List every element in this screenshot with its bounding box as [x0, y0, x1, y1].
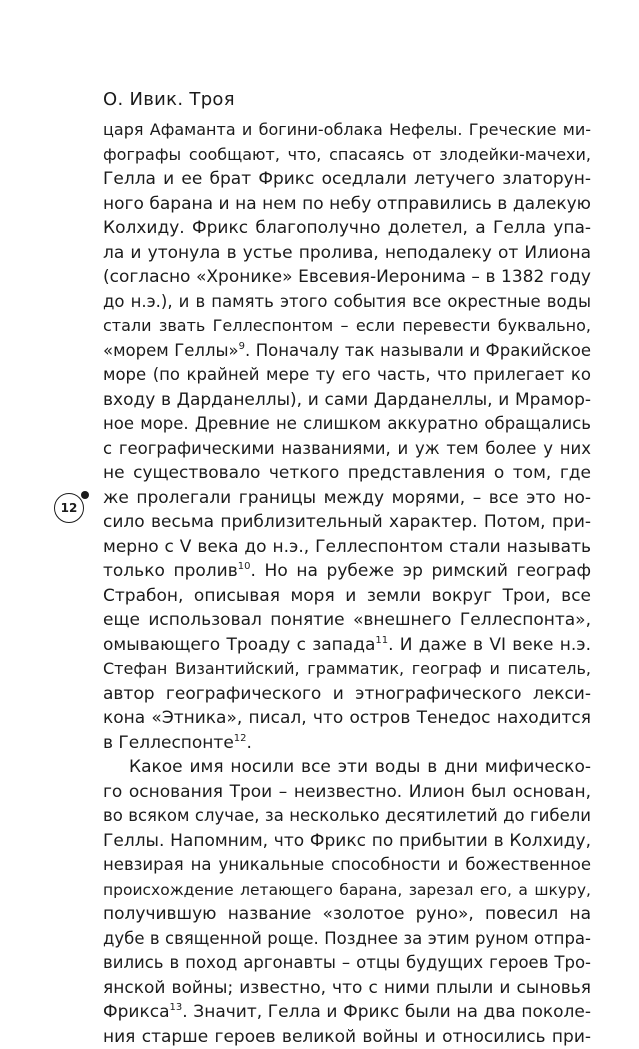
text-line-content: Фрикса [103, 1002, 170, 1022]
text-line [103, 902, 591, 927]
text-line-content: сило весьма приблизительный характер. Потом, при- [103, 512, 591, 532]
text-line-content: во всяком случае, за несколько десятилетий до гибели [103, 806, 591, 825]
text-line [103, 290, 591, 315]
text-line [103, 535, 591, 560]
text-line [103, 657, 591, 682]
text-line [103, 804, 591, 829]
text-line [103, 853, 591, 878]
text-line-content: еще использовал понятие «внешнего Геллеспонта», [103, 610, 591, 630]
text-line-content: мерно с V века до н.э., Геллеспонтом стали называть [103, 537, 591, 557]
text-line-content: ного барана и на нем по небу отправились в далекую [103, 194, 591, 214]
text-line-content: го основания Трои – неизвестно. Илион был основан, [103, 782, 591, 802]
text-line [103, 1000, 591, 1025]
page-number: 12 [61, 501, 78, 515]
text-line-content: с географическими названиями, и уж тем более у них [103, 439, 591, 458]
page-number-badge [54, 493, 84, 523]
text-line [103, 584, 591, 609]
text-line-content: получившую название «золотое руно», повесил на [103, 904, 591, 924]
text-line-content: стали звать Геллеспонтом – если перевести буквально, [103, 316, 591, 335]
text-line [103, 755, 591, 780]
text-line-content: автор географического и этнографического лекси- [103, 684, 591, 704]
text-line [103, 461, 591, 486]
text-line-content: не существовало четкого представления о том, где [103, 463, 591, 483]
text-line [103, 633, 591, 658]
text-line [103, 265, 591, 290]
text-line-continuation: . И даже в VI веке н.э. [388, 635, 591, 655]
text-line [103, 1025, 591, 1049]
text-line [103, 829, 591, 854]
text-line-continuation: . [247, 733, 252, 753]
text-line-content: только пролив [103, 561, 238, 581]
text-line-continuation: . Но на рубеже эр римский географ [250, 561, 591, 581]
body-text [103, 118, 591, 1049]
text-line-content: «морем Геллы» [103, 341, 239, 360]
text-line [103, 412, 591, 437]
text-line [103, 608, 591, 633]
text-line-content: вились в поход аргонавты – отцы будущих героев Тро- [103, 953, 591, 972]
text-line-content: кона «Этника», писал, что остров Тенедос находится [103, 708, 591, 728]
text-line-content: входу в Дарданеллы), и сами Дарданеллы, и Мрамор- [103, 390, 591, 410]
text-line-content: ния старше героев великой войны и относились при- [103, 1027, 591, 1047]
text-line-continuation: . Поначалу так называли и Фракийское [245, 341, 591, 360]
text-line [103, 559, 591, 584]
text-line [103, 731, 591, 756]
text-line [103, 486, 591, 511]
footnote-ref: 9 [239, 341, 245, 352]
text-line [103, 682, 591, 707]
text-line [103, 388, 591, 413]
text-line-content: дубе в священной роще. Позднее за этим руном отпра- [103, 929, 591, 948]
text-line [103, 192, 591, 217]
text-line-content: царя Афаманта и богини-облака Нефелы. Греческие ми- [103, 120, 591, 139]
running-head: О. Ивик. Троя [103, 89, 235, 110]
text-line [103, 143, 591, 168]
text-line [103, 363, 591, 388]
text-line-content: янской войны; известно, что с ними плыли и сыновья [103, 978, 591, 998]
text-line-content: невзирая на уникальные способности и божественное [103, 855, 591, 874]
text-line-content: Страбон, описывая моря и земли вокруг Трои, все [103, 586, 591, 606]
text-line [103, 216, 591, 241]
text-line [103, 780, 591, 805]
text-line-content: Геллы. Напомним, что Фрикс по прибытии в Колхиду, [103, 831, 591, 851]
text-line [103, 241, 591, 266]
text-line-content: омывающего Троаду с запада [103, 635, 375, 655]
footnote-ref: 12 [234, 733, 247, 744]
text-line-content: же пролегали границы между морями, – все это но- [103, 488, 591, 508]
text-line [103, 437, 591, 462]
text-line [103, 510, 591, 535]
text-line [103, 314, 591, 339]
footnote-ref: 13 [170, 1002, 183, 1013]
text-line-content: Гелла и ее брат Фрикс оседлали летучего златорун- [103, 169, 591, 189]
text-line-continuation: . Значит, Гелла и Фрикс были на два поколе- [182, 1002, 591, 1022]
text-line [103, 951, 591, 976]
text-line-content: фографы сообщают, что, спасаясь от злодейки-мачехи, [103, 145, 591, 164]
footnote-ref: 10 [238, 561, 251, 572]
text-line-content: ное море. Древние не слишком аккуратно обращались [103, 414, 591, 433]
text-line-content: море (по крайней мере ту его часть, что прилегает ко [103, 365, 591, 384]
text-line-content: Стефан Византийский, грамматик, географ и писатель, [103, 659, 591, 678]
text-line-content: до н.э.), и в память этого события все окрестные воды [103, 292, 591, 311]
text-line [103, 706, 591, 731]
text-line [103, 167, 591, 192]
text-line-content: Какое имя носили все эти воды в дни мифическо- [129, 757, 591, 777]
page-number-dot [81, 491, 89, 499]
text-line [103, 976, 591, 1001]
text-line-content: ла и утонула в устье пролива, неподалеку от Илиона [103, 243, 591, 263]
text-line-content: в Геллеспонте [103, 733, 234, 753]
text-line [103, 878, 591, 903]
text-line [103, 339, 591, 364]
text-line [103, 927, 591, 952]
text-line [103, 118, 591, 143]
text-line-content: (согласно «Хронике» Евсевия-Иеронима – в 1382 году [103, 267, 591, 287]
text-line-content: происхождение летающего барана, зарезал его, а шкуру, [103, 881, 591, 899]
text-line-content: Колхиду. Фрикс благополучно долетел, а Гелла упа- [103, 218, 591, 238]
footnote-ref: 11 [375, 635, 388, 646]
